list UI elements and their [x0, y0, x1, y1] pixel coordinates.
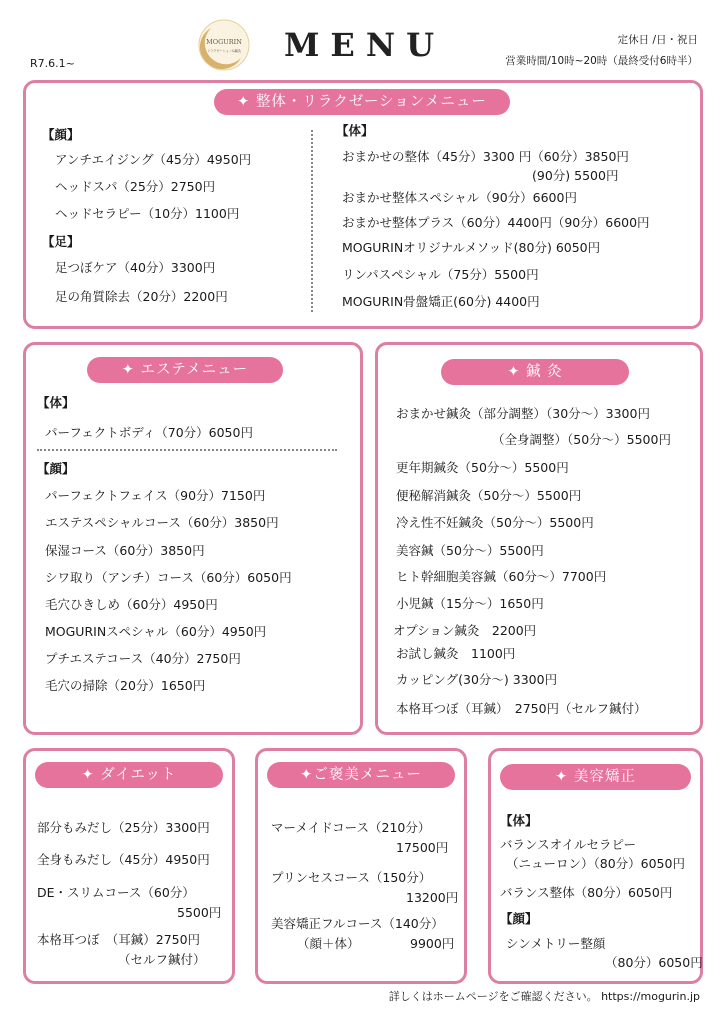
este-face-item: 毛穴ひきしめ（60分）4950円 — [45, 597, 218, 612]
seitai-body-item: リンパスペシャル（75分）5500円 — [342, 267, 539, 282]
biyou-body-item: バランスオイルセラピー — [500, 837, 637, 852]
closed-days: 定休日 /日・祝日 — [617, 34, 698, 46]
diet-item: 全身もみだし（45分）4950円 — [37, 852, 210, 867]
seitai-body-item: (90分) 5500円 — [532, 168, 619, 183]
gohoubi-item: 美容矯正フルコース（140分） — [271, 916, 444, 931]
shinkyu-item: カッピング(30分～) 3300円 — [396, 672, 558, 687]
diet-item: 部分もみだし（25分）3300円 — [37, 820, 210, 835]
effective-date: R7.6.1~ — [30, 57, 75, 70]
seitai-body-item: MOGURIN骨盤矯正(60分) 4400円 — [342, 294, 540, 309]
shinkyu-item: ヒト幹細胞美容鍼（60分～）7700円 — [396, 569, 607, 584]
gohoubi-item: 17500円 — [396, 840, 449, 855]
seitai-body-item: おまかせ整体プラス（60分）4400円（90分）6600円 — [342, 215, 650, 230]
biyou-title: ✦ 美容矯正 — [500, 764, 691, 790]
seitai-face-item: アンチエイジング（45分）4950円 — [55, 152, 252, 167]
page-title: MENU — [284, 26, 445, 64]
este-title: ✦ エステメニュー — [87, 357, 283, 383]
logo-subtext: リラクゼーション&鍼灸 — [206, 49, 242, 53]
seitai-divider — [311, 130, 313, 312]
seitai-foot-heading: 【足】 — [42, 234, 80, 249]
este-face-item: 毛穴の掃除（20分）1650円 — [45, 678, 206, 693]
seitai-body-item: おまかせ整体スペシャル（90分）6600円 — [342, 190, 577, 205]
diet-item: 5500円 — [177, 905, 222, 920]
seitai-body-heading: 【体】 — [336, 123, 374, 138]
shinkyu-item: 小児鍼（15分～）1650円 — [396, 596, 544, 611]
seitai-body-item: おまかせの整体（45分）3300 円（60分）3850円 — [342, 149, 629, 164]
biyou-body-heading: 【体】 — [500, 813, 538, 828]
gohoubi-title: ✦ご褒美メニュー — [267, 762, 455, 788]
diet-title: ✦ ダイエット — [35, 762, 223, 788]
shinkyu-item: （全身調整）（50分～）5500円 — [492, 432, 671, 447]
diet-item: DE・スリムコース（60分） — [37, 885, 195, 900]
seitai-title: ✦ 整体・リラクゼーションメニュー — [214, 89, 510, 115]
este-body-heading: 【体】 — [37, 395, 75, 410]
seitai-face-item: ヘッドセラピー（10分）1100円 — [55, 206, 240, 221]
shinkyu-item: 本格耳つぼ（耳鍼） 2750円（セルフ鍼付） — [396, 701, 647, 716]
este-face-item: エステスペシャルコース（60分）3850円 — [45, 515, 279, 530]
este-divider — [37, 449, 337, 451]
diet-item: （セルフ鍼付） — [118, 952, 206, 967]
shinkyu-item: 美容鍼（50分～）5500円 — [396, 543, 544, 558]
shinkyu-item: お試し鍼灸 1100円 — [396, 646, 516, 661]
gohoubi-item: プリンセスコース（150分） — [271, 870, 432, 885]
biyou-body-item: バランス整体（80分）6050円 — [500, 885, 673, 900]
biyou-body-item: （ニューロン）（80分）6050円 — [506, 856, 685, 871]
gohoubi-item: 9900円 — [410, 936, 455, 951]
este-face-item: パーフェクトフェイス（90分）7150円 — [45, 488, 266, 503]
footer-website-note: 詳しくはホームページをご確認ください。 https://mogurin.jp — [388, 990, 700, 1003]
business-hours: 営業時間/10時~20時（最終受付6時半） — [505, 55, 698, 67]
biyou-face-heading: 【顔】 — [500, 911, 538, 926]
shinkyu-item: おまかせ鍼灸（部分調整）（30分～）3300円 — [396, 406, 650, 421]
gohoubi-item: 13200円 — [406, 890, 459, 905]
business-info — [505, 30, 698, 72]
shinkyu-item: 更年期鍼灸（50分～）5500円 — [396, 460, 569, 475]
este-face-item: MOGURINスペシャル（60分）4950円 — [45, 624, 267, 639]
logo-text: MOGURIN — [206, 38, 242, 46]
gohoubi-item: マーメイドコース（210分） — [271, 820, 431, 835]
biyou-face-item: シンメトリー整顔 — [506, 936, 606, 951]
este-face-item: プチエステコース（40分）2750円 — [45, 651, 241, 666]
seitai-face-heading: 【顔】 — [42, 127, 80, 142]
seitai-face-item: ヘッドスパ（25分）2750円 — [55, 179, 216, 194]
este-face-item: 保湿コース（60分）3850円 — [45, 543, 205, 558]
shinkyu-item: 便秘解消鍼灸（50分～）5500円 — [396, 488, 582, 503]
este-body-item: パーフェクトボディ（70分）6050円 — [45, 425, 253, 440]
seitai-body-item: MOGURINオリジナルメソッド(80分) 6050円 — [342, 240, 601, 255]
shinkyu-item: 冷え性不妊鍼灸（50分～）5500円 — [396, 515, 594, 530]
logo — [197, 18, 251, 72]
este-face-heading: 【顔】 — [37, 461, 75, 476]
biyou-face-item: （80分）6050円 — [605, 955, 703, 970]
shinkyu-title: ✦ 鍼 灸 — [441, 359, 629, 385]
gohoubi-item: （顔＋体） — [297, 936, 360, 951]
seitai-foot-item: 足の角質除去（20分）2200円 — [55, 289, 228, 304]
diet-item: 本格耳つぼ （耳鍼）2750円 — [37, 932, 201, 947]
shinkyu-item: オプション鍼灸 2200円 — [393, 623, 537, 638]
este-face-item: シワ取り（アンチ）コース（60分）6050円 — [45, 570, 292, 585]
seitai-foot-item: 足つぼケア（40分）3300円 — [55, 260, 216, 275]
